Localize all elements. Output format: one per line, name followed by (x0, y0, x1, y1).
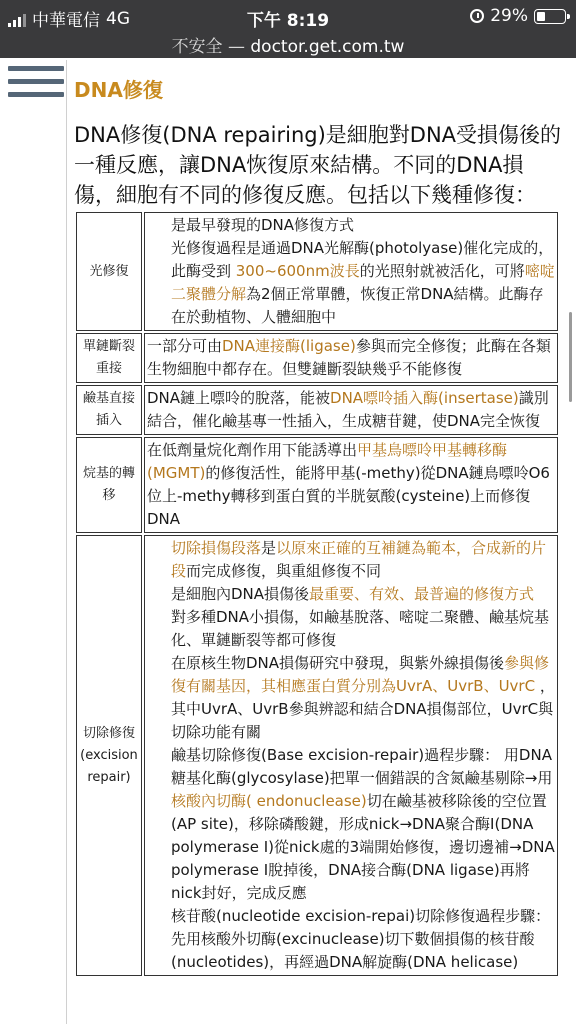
scrollbar[interactable] (569, 312, 572, 402)
body-text: 鹼基切除修復(Base excision-repair)過程步驟： 用DNA 糖基化酶(glycosylase)把單一個錯誤的含氮鹼基剔除→用 (170, 746, 553, 787)
alarm-icon (470, 9, 484, 23)
url-bar[interactable] (0, 32, 576, 57)
repair-description (144, 333, 558, 383)
table-row (76, 385, 558, 435)
body-text: 參與而完全修復；此酶在各類生物細胞中都存在。但雙鏈斷裂缺幾乎不能修復 (146, 337, 551, 378)
security-warning: 不安全 — (171, 37, 251, 57)
repair-type-label: 單鏈斷裂重接 (76, 333, 142, 383)
table-row (76, 437, 558, 533)
description-line (147, 606, 555, 652)
description-line (147, 583, 555, 606)
description-line (147, 537, 555, 583)
description-line (147, 237, 555, 329)
body-text: 光修復過程是通過DNA光解酶(photolyase)催化完成的，此酶受到 (170, 239, 554, 280)
highlight-text: 切除損傷段落 (170, 539, 261, 557)
body-text: 核苷酸(nucleotide excision-repai)切除修復過程步驟：先用核酸外切酶(excinuclease)切下數個損傷的核苷酸(nucleotides)，再經過DNA解旋酶(DNA helicase) (170, 907, 551, 971)
body-text: ，其中UvrA、UvrB參與辨認和結合DNA損傷部位，UvrC與切除功能有關 (170, 677, 555, 741)
body-text: 切在鹼基被移除後的空位置(AP site)，移除磷酸鍵，形成nick→DNA聚合酶Ⅰ(DNA polymerase Ⅰ)從nick處的3端開始修復，邊切邊補→DNA polymerase Ⅰ脫掉後，DNA接合酶(DNA ligase)再將nick封好，完成反應 (170, 792, 555, 902)
body-text: 為2個正常單體，恢復正常DNA結構。此酶存在於動植物、人體細胞中 (170, 285, 544, 326)
repair-table (74, 210, 560, 978)
status-bar (0, 4, 576, 31)
highlight-text: 嘧啶二聚體分解 (170, 262, 555, 303)
battery-percent: 29% (490, 6, 528, 26)
table-row (76, 212, 558, 331)
repair-description (144, 212, 558, 331)
description-line (147, 439, 555, 531)
network-type: 4G (106, 8, 130, 29)
body-text: 的光照射就被活化，可將 (359, 262, 525, 280)
highlight-text: DNA連接酶(ligase) (221, 337, 356, 355)
description-line (147, 905, 555, 974)
repair-type-label: 鹼基直接插入 (76, 385, 142, 435)
highlight-text: 甲基鳥嘌呤甲基轉移酶(MGMT) (146, 441, 507, 482)
highlight-text: 參與修復有關基因，其相應蛋白質分別為UvrA、UvrB、UvrC (170, 654, 550, 695)
highlight-text: 最重要、有效、最普遍的修復方式 (309, 585, 535, 603)
body-text: DNA鏈上嘌呤的脫落，能被 (146, 389, 331, 407)
body-text: 的修復活性，能將甲基(-methy)從DNA鏈鳥嘌呤O6位上-methy轉移到蛋白質的半胱氨酸(cysteine)上而修復DNA (146, 464, 550, 528)
body-text: 一部分可由 (146, 337, 222, 355)
clock: 下午 8:19 (246, 11, 330, 31)
table-row (76, 333, 558, 383)
repair-description (144, 437, 558, 533)
description-line (147, 335, 555, 381)
repair-description (144, 535, 558, 976)
highlight-text: 核酸內切酶( endonuclease) (170, 792, 367, 810)
highlight-text: 以原來正確的互補鏈為範本，合成新的片段 (170, 539, 547, 580)
body-text: 在低劑量烷化劑作用下能誘導出 (146, 441, 357, 459)
table-row (76, 535, 558, 976)
url-domain: doctor.get.com.tw (250, 37, 405, 57)
repair-type-label: 光修復 (76, 212, 142, 331)
body-text: 是細胞內DNA損傷後 (170, 585, 310, 603)
body-text: 對多種DNA小損傷，如鹼基脫落、嘧啶二聚體、鹼基烷基化、單鏈斷裂等都可修復 (170, 608, 550, 649)
description-line (147, 387, 555, 433)
hamburger-menu-icon[interactable] (8, 66, 64, 102)
section-title: DNA修復 (74, 78, 163, 102)
repair-type-label: 烷基的轉移 (76, 437, 142, 533)
body-text: 識別結合，催化鹼基專一性插入，生成糖苷鍵，使DNA完全恢復 (146, 389, 549, 430)
highlight-text: 300~600nm波長 (235, 262, 360, 280)
description-line (147, 214, 555, 237)
intro-paragraph: DNA修復(DNA repairing)是細胞對DNA受損傷後的一種反應，讓DNA恢復原來結構。不同的DNA損傷，細胞有不同的修復反應。包括以下幾種修復： (74, 123, 562, 207)
highlight-text: DNA嘌呤插入酶(insertase) (330, 389, 519, 407)
repair-description (144, 385, 558, 435)
description-line (147, 652, 555, 744)
body-text: 是 (260, 539, 276, 557)
body-text: 是最早發現的DNA修復方式 (170, 216, 355, 234)
carrier-name: 中華電信 (32, 11, 100, 31)
browser-chrome (0, 0, 576, 58)
body-text: 而完成修復，與重組修復不同 (185, 562, 381, 580)
repair-type-label: 切除修復 (excision repair) (76, 535, 142, 976)
content-divider (66, 60, 67, 1024)
body-text: 在原核生物DNA損傷研究中發現，與紫外線損傷後 (170, 654, 505, 672)
description-line (147, 744, 555, 905)
battery-icon (534, 9, 566, 24)
